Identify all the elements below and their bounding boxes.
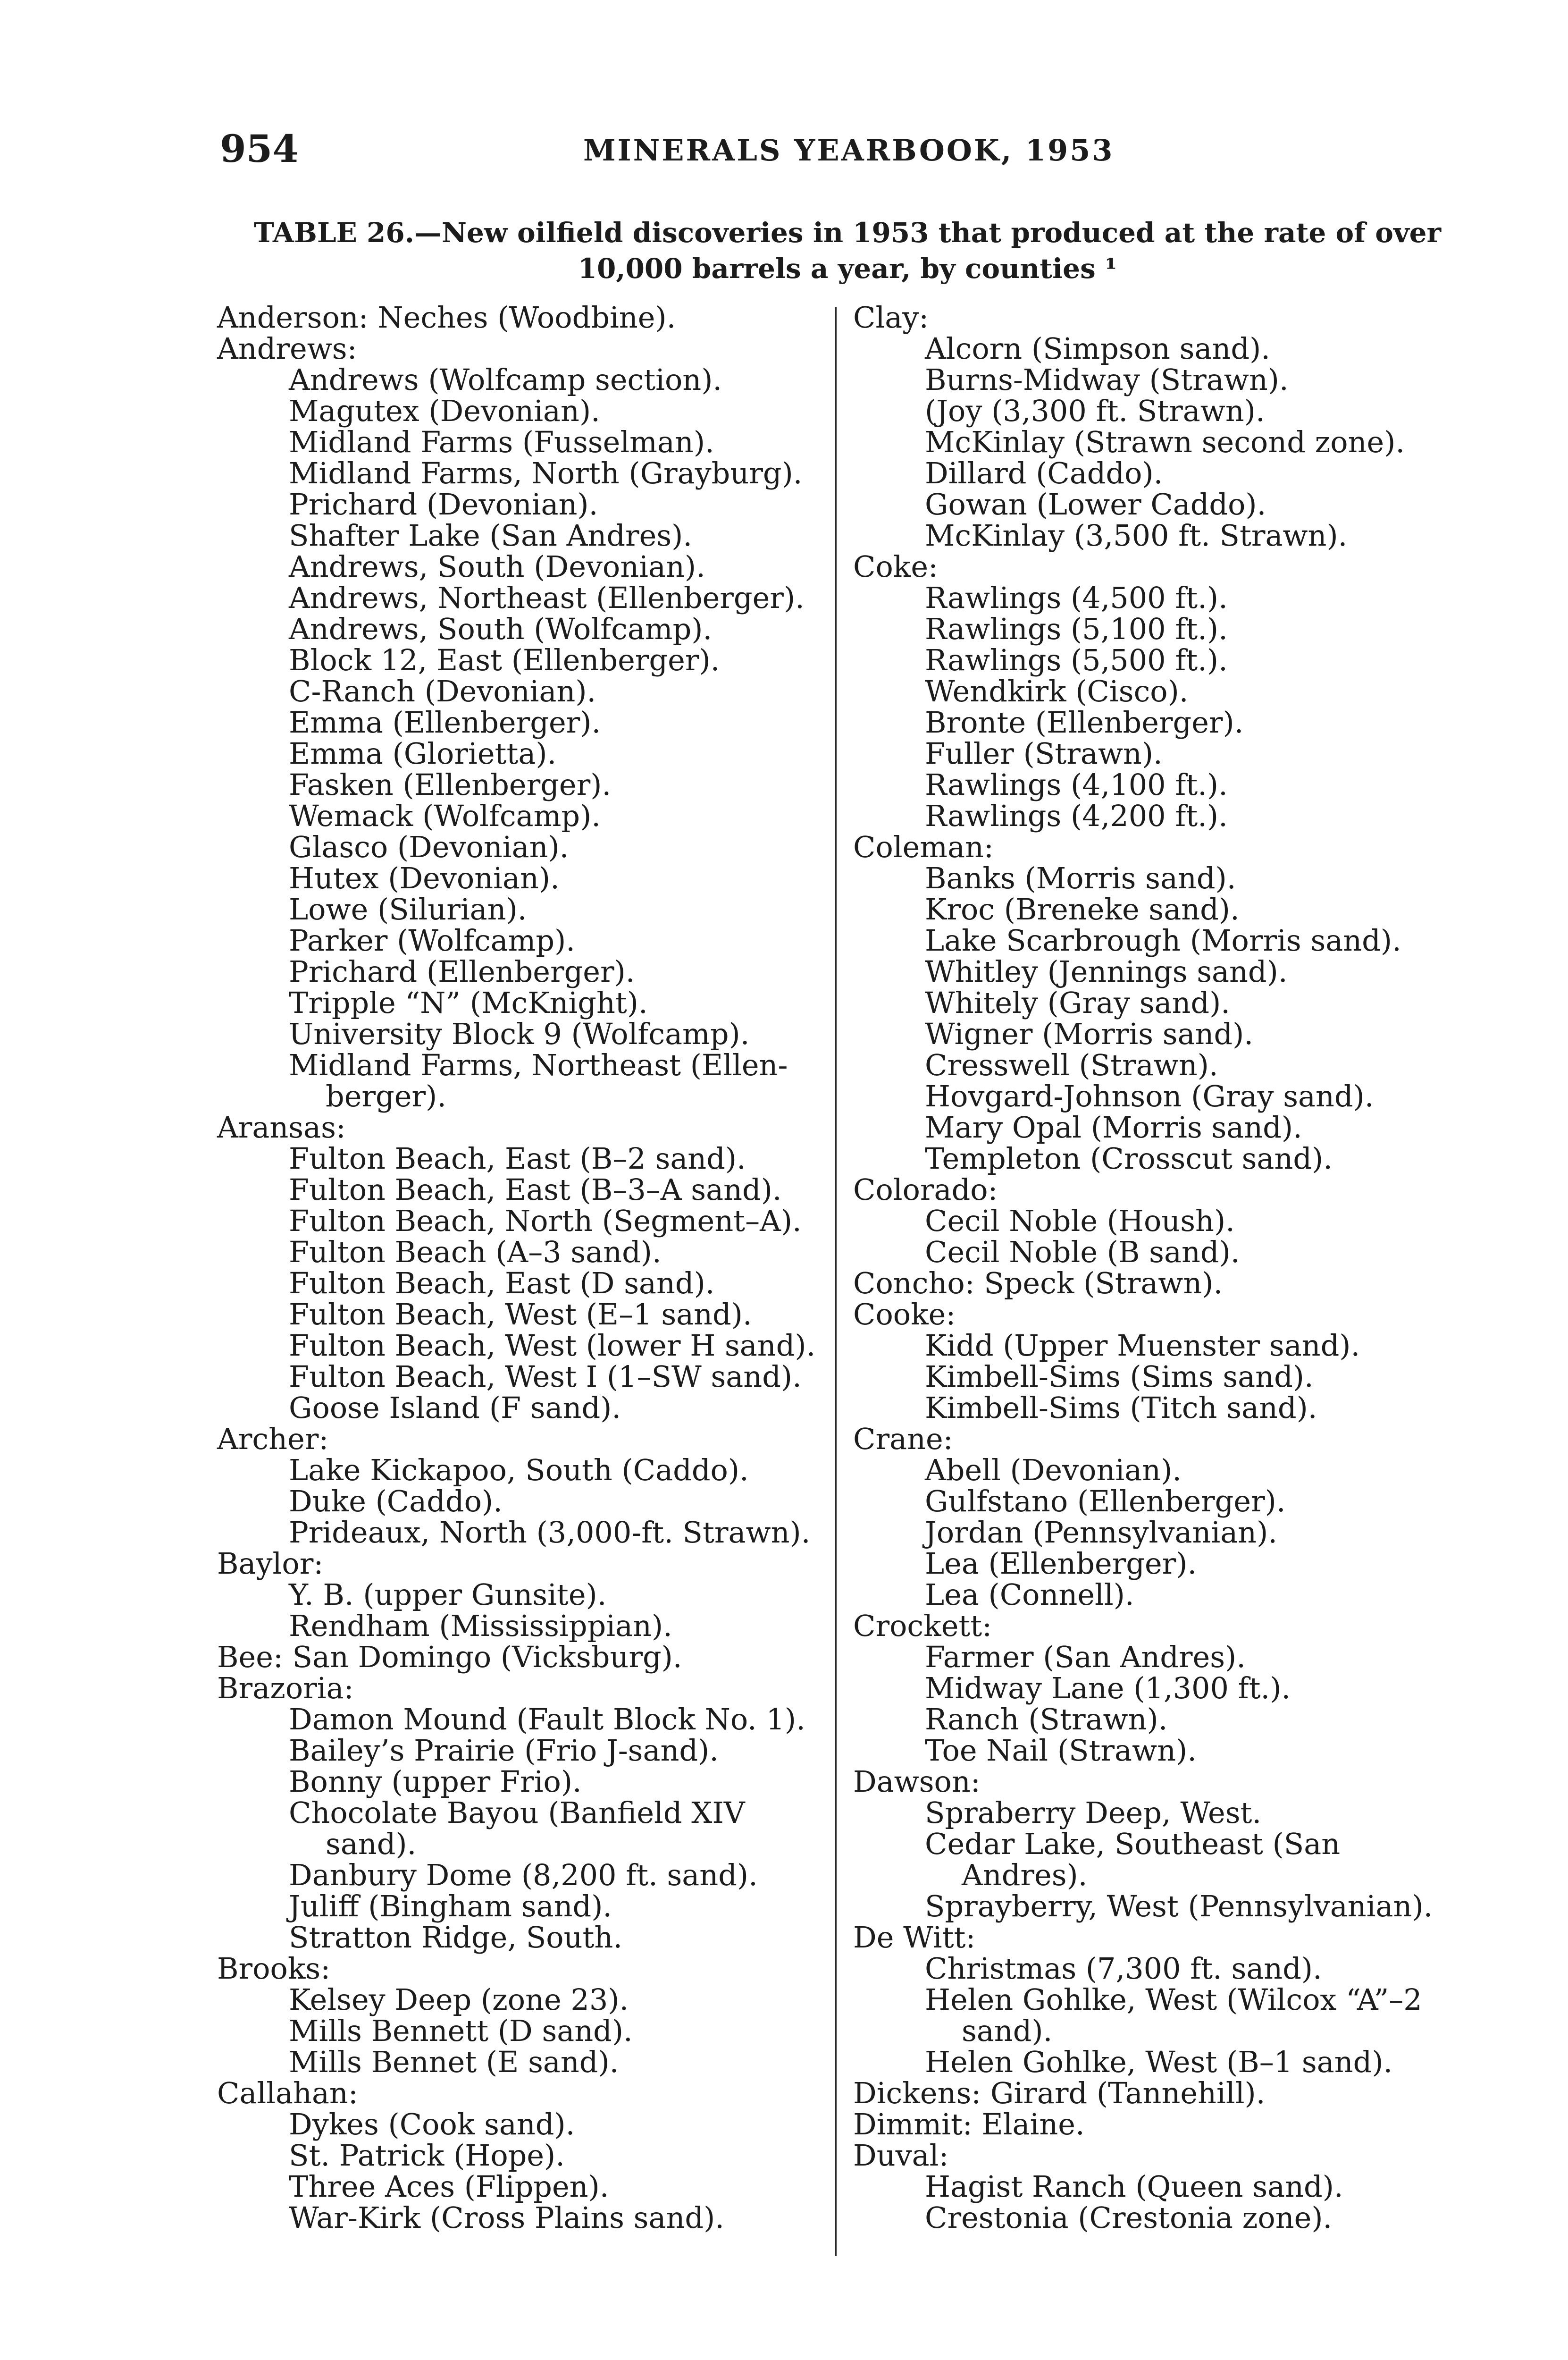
field-entry: Farmer (San Andres). (925, 1640, 1246, 1674)
field-entry: Mills Bennet (E sand). (289, 2045, 619, 2079)
field-entry: Gowan (Lower Caddo). (925, 487, 1266, 522)
field-entry: Rawlings (5,100 ft.). (925, 612, 1228, 646)
field-entry: Danbury Dome (8,200 ft. sand). (289, 1858, 758, 1892)
field-entry: Shafter Lake (San Andres). (289, 518, 693, 553)
field-entry: Andrews, Northeast (Ellenberger). (289, 581, 805, 615)
field-entry: Fulton Beach, East (B–3–A sand). (289, 1172, 782, 1207)
field-entry: Rawlings (4,200 ft.). (925, 799, 1228, 833)
field-entry: Bonny (upper Frio). (289, 1764, 582, 1799)
field-entry: Whitley (Jennings sand). (925, 954, 1288, 989)
field-entry: Rendham (Mississippian). (289, 1609, 672, 1643)
field-entry: Lake Scarbrough (Morris sand). (925, 923, 1401, 958)
county-entry: Baylor: (217, 1546, 324, 1581)
field-entry: Dillard (Caddo). (925, 456, 1163, 490)
field-entry: Wemack (Wolfcamp). (289, 799, 601, 833)
field-entry: Crestonia (Crestonia zone). (925, 2200, 1333, 2235)
field-entry: McKinlay (3,500 ft. Strawn). (925, 518, 1348, 553)
field-entry: Magutex (Devonian). (289, 394, 600, 428)
page-number: 954 (220, 126, 299, 171)
field-entry: Kimbell-Sims (Sims sand). (925, 1359, 1314, 1394)
field-entry: Fasken (Ellenberger). (289, 767, 612, 802)
field-entry: Midland Farms (Fusselman). (289, 425, 714, 459)
field-entry: Chocolate Bayou (Banfield XIV (289, 1795, 745, 1830)
field-entry: Parker (Wolfcamp). (289, 923, 576, 958)
field-entry: Fulton Beach, North (Segment–A). (289, 1204, 802, 1238)
field-entry: Templeton (Crosscut sand). (925, 1141, 1333, 1176)
left-column (217, 302, 815, 2234)
field-entry: Fulton Beach, West (lower H sand). (289, 1328, 816, 1363)
field-entry: Kimbell-Sims (Titch sand). (925, 1391, 1317, 1425)
county-entry: Andrews: (217, 331, 357, 366)
field-entry: Andrews, South (Devonian). (289, 549, 705, 584)
county-entry: Archer: (217, 1422, 329, 1456)
field-entry: St. Patrick (Hope). (289, 2138, 565, 2173)
county-entry: Anderson: Neches (Woodbine). (217, 300, 676, 335)
field-entry: Glasco (Devonian). (289, 830, 569, 864)
field-entry: Hagist Ranch (Queen sand). (925, 2169, 1343, 2204)
field-entry: Goose Island (F sand). (289, 1391, 621, 1425)
field-entry: Tripple “N” (McKnight). (289, 986, 648, 1020)
county-entry: Concho: Speck (Strawn). (853, 1266, 1223, 1300)
county-entry: Crane: (853, 1422, 953, 1456)
county-entry: Clay: (853, 300, 929, 335)
table-title (220, 215, 1475, 287)
field-entry: Prichard (Devonian). (289, 487, 598, 522)
field-entry: Lea (Connell). (925, 1577, 1134, 1612)
running-title: MINERALS YEARBOOK, 1953 (583, 133, 1115, 168)
field-entry: Bronte (Ellenberger). (925, 705, 1244, 740)
county-entry: De Witt: (853, 1920, 976, 1955)
field-entry: Fulton Beach, East (B–2 sand). (289, 1141, 746, 1176)
county-entry: Dimmit: Elaine. (853, 2107, 1085, 2141)
field-entry: Cecil Noble (B sand). (925, 1235, 1240, 1269)
field-entry: Spraberry Deep, West. (925, 1795, 1262, 1830)
county-entry: Crockett: (853, 1609, 992, 1643)
county-entry: Bee: San Domingo (Vicksburg). (217, 1640, 682, 1674)
field-entry: Rawlings (5,500 ft.). (925, 643, 1228, 677)
field-entry: Gulfstano (Ellenberger). (925, 1484, 1286, 1518)
county-entry: Brooks: (217, 1951, 331, 1986)
field-entry: Mills Bennett (D sand). (289, 2014, 633, 2048)
field-entry: Stratton Ridge, South. (289, 1920, 623, 1955)
field-entry: McKinlay (Strawn second zone). (925, 425, 1405, 459)
field-entry: Midway Lane (1,300 ft.). (925, 1671, 1291, 1705)
field-entry: Emma (Glorietta). (289, 736, 557, 771)
field-entry: Wendkirk (Cisco). (925, 674, 1189, 708)
field-entry-continuation: berger). (326, 1079, 446, 1113)
field-entry: Andrews (Wolfcamp section). (289, 362, 722, 397)
county-entry: Coleman: (853, 830, 994, 864)
field-entry: Whitely (Gray sand). (925, 986, 1231, 1020)
field-entry: Sprayberry, West (Pennsylvanian). (925, 1889, 1433, 1923)
field-entry: Emma (Ellenberger). (289, 705, 601, 740)
field-entry-continuation: Andres). (962, 1858, 1088, 1892)
field-entry: Christmas (7,300 ft. sand). (925, 1951, 1322, 1986)
county-entry: Callahan: (217, 2076, 358, 2110)
field-entry: Fuller (Strawn). (925, 736, 1163, 771)
field-entry: Prichard (Ellenberger). (289, 954, 635, 989)
field-entry: (Joy (3,300 ft. Strawn). (925, 394, 1265, 428)
field-entry: Rawlings (4,500 ft.). (925, 581, 1228, 615)
field-entry: Hutex (Devonian). (289, 861, 560, 895)
field-entry: Rawlings (4,100 ft.). (925, 767, 1228, 802)
table-title-line-1: TABLE 26.—New oilfield discoveries in 1953 that produced at the rate of over (253, 217, 1442, 249)
county-entry: Brazoria: (217, 1671, 354, 1705)
field-entry: Fulton Beach, West I (1–SW sand). (289, 1359, 802, 1394)
field-entry: Mary Opal (Morris sand). (925, 1110, 1302, 1145)
field-entry: Lowe (Silurian). (289, 892, 527, 927)
field-entry: Andrews, South (Wolfcamp). (289, 612, 713, 646)
field-entry: Lake Kickapoo, South (Caddo). (289, 1453, 749, 1487)
column-divider (835, 307, 837, 2256)
county-entry: Aransas: (217, 1110, 346, 1145)
field-entry: Cedar Lake, Southeast (San (925, 1827, 1341, 1861)
county-entry: Colorado: (853, 1172, 998, 1207)
field-entry: Toe Nail (Strawn). (925, 1733, 1197, 1768)
field-entry: Fulton Beach (A–3 sand). (289, 1235, 662, 1269)
page-header (220, 126, 1474, 174)
right-column (853, 302, 1433, 2234)
field-entry: Dykes (Cook sand). (289, 2107, 575, 2141)
county-entry: Cooke: (853, 1297, 956, 1332)
field-entry: Y. B. (upper Gunsite). (289, 1577, 607, 1612)
field-entry: Wigner (Morris sand). (925, 1017, 1254, 1051)
field-entry: Hovgard-Johnson (Gray sand). (925, 1079, 1374, 1113)
field-entry: Midland Farms, North (Grayburg). (289, 456, 803, 490)
county-entry: Duval: (853, 2138, 949, 2173)
table-title-line-2: 10,000 barrels a year, by counties ¹ (578, 253, 1117, 285)
field-entry: University Block 9 (Wolfcamp). (289, 1017, 750, 1051)
field-entry: Ranch (Strawn). (925, 1702, 1168, 1736)
field-entry: Prideaux, North (3,000-ft. Strawn). (289, 1515, 811, 1550)
field-entry: Duke (Caddo). (289, 1484, 503, 1518)
field-entry: Bailey’s Prairie (Frio J-sand). (289, 1733, 719, 1768)
field-entry: Block 12, East (Ellenberger). (289, 643, 720, 677)
field-entry: Alcorn (Simpson sand). (925, 331, 1270, 366)
field-entry-continuation: sand). (962, 2014, 1053, 2048)
field-entry: War-Kirk (Cross Plains sand). (289, 2200, 724, 2235)
field-entry: Three Aces (Flippen). (289, 2169, 609, 2204)
field-entry: Abell (Devonian). (925, 1453, 1182, 1487)
field-entry: Kroc (Breneke sand). (925, 892, 1240, 927)
field-entry: Juliff (Bingham sand). (289, 1889, 612, 1923)
county-entry: Dickens: Girard (Tannehill). (853, 2076, 1266, 2110)
field-entry: Fulton Beach, West (E–1 sand). (289, 1297, 752, 1332)
field-entry: Banks (Morris sand). (925, 861, 1236, 895)
county-entry: Dawson: (853, 1764, 981, 1799)
field-entry: Fulton Beach, East (D sand). (289, 1266, 715, 1300)
field-entry: Lea (Ellenberger). (925, 1546, 1197, 1581)
field-entry: Midland Farms, Northeast (Ellen- (289, 1048, 788, 1082)
field-entry: Cecil Noble (Housh). (925, 1204, 1235, 1238)
field-entry: C-Ranch (Devonian). (289, 674, 596, 708)
field-entry: Burns-Midway (Strawn). (925, 362, 1289, 397)
field-entry: Kelsey Deep (zone 23). (289, 1982, 629, 2017)
field-entry: Kidd (Upper Muenster sand). (925, 1328, 1360, 1363)
county-entry: Coke: (853, 549, 938, 584)
field-entry-continuation: sand). (326, 1827, 417, 1861)
field-entry: Damon Mound (Fault Block No. 1). (289, 1702, 805, 1736)
field-entry: Cresswell (Strawn). (925, 1048, 1218, 1082)
field-entry: Helen Gohlke, West (B–1 sand). (925, 2045, 1393, 2079)
field-entry: Jordan (Pennsylvanian). (925, 1515, 1277, 1550)
field-entry: Helen Gohlke, West (Wilcox “A”–2 (925, 1982, 1422, 2017)
